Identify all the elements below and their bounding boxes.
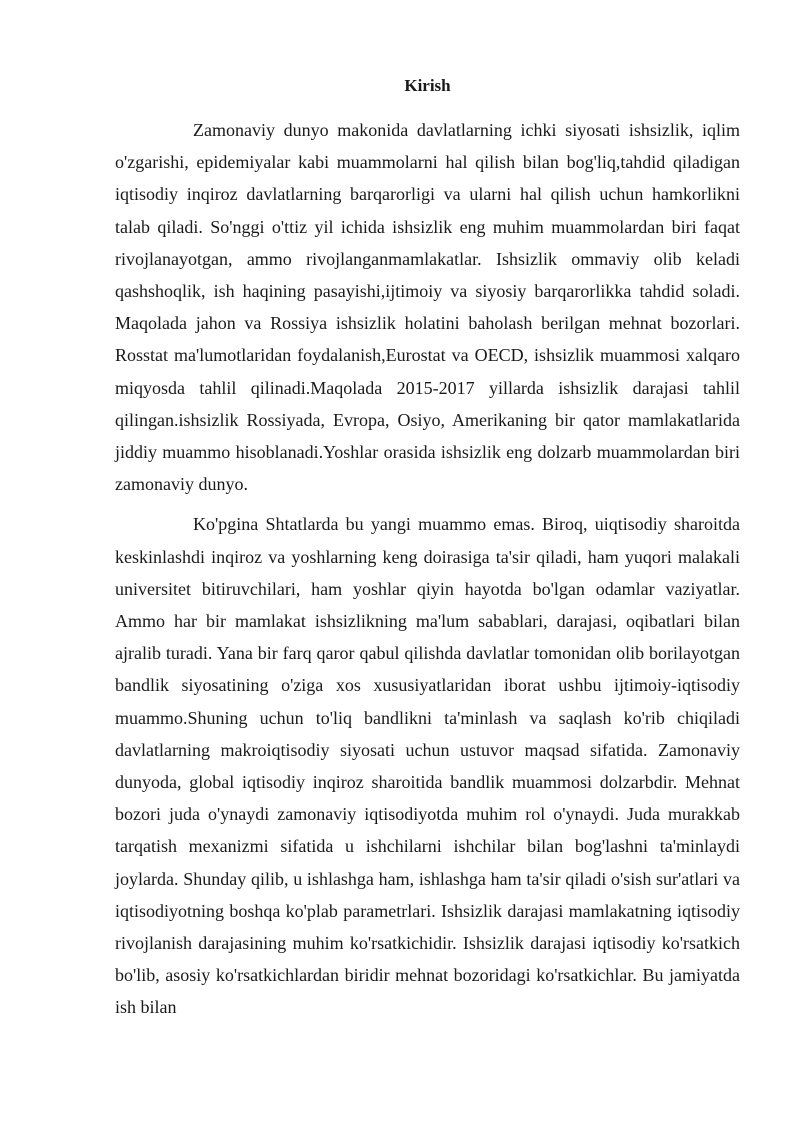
paragraph-2: Ko'pgina Shtatlarda bu yangi muammo emas. Biroq, uiqtisodiy sharoitda keskinlashdi inqiroz va yoshlarning keng doirasiga ta'sir qiladi, ham yuqori malakali universitet bitiruvchilari, ham yoshlar qiyin hayotda bo'lgan odamlar vaziyatlar. Ammo har bir mamlakat ishsizlikning ma'lum sabablari, darajasi, oqibatlari bilan ajralib turadi. Yana bir farq qaror qabul qilishda davlatlar tomonidan olib borilayotgan bandlik siyosatining o'ziga xos xususiyatlaridan iborat ushbu ijtimoiy-iqtisodiy muammo.Shuning uchun to'liq bandlikni ta'minlash va saqlash ko'rib chiqiladi davlatlarning makroiqtisodiy siyosati uchun ustuvor maqsad sifatida. Zamonaviy dunyoda, global iqtisodiy inqiroz sharoitida bandlik muammosi dolzarbdir. Mehnat bozori juda o'ynaydi zamonaviy iqtisodiyotda muhim rol o'ynaydi. Juda murakkab tarqatish mexanizmi sifatida u ishchilarni ishchilar bilan bog'lashni ta'minlaydi joylarda. Shunday qilib, u ishlashga ham, ishlashga ham ta'sir qiladi o'sish sur'atlari va iqtisodiyotning boshqa ko'plab parametrlari. Ishsizlik darajasi mamlakatning iqtisodiy rivojlanish darajasining muhim ko'rsatkichidir. Ishsizlik darajasi iqtisodiy ko'rsatkich bo'lib, asosiy ko'rsatkichlardan biridir mehnat bozoridagi ko'rsatkichlar. Bu jamiyatda ish bilan xyxy=(115,514,740,1018)
document-body xyxy=(115,72,740,1024)
paragraph-1: Zamonaviy dunyo makonida davlatlarning ichki siyosati ishsizlik, iqlim o'zgarishi, epidemiyalar kabi muammolarni hal qilish bilan bog'liq,tahdid qiladigan iqtisodiy inqiroz davlatlarning barqarorligi va ularni hal qilish uchun hamkorlikni talab qiladi. So'nggi o'ttiz yil ichida ishsizlik eng muhim muammolardan biri faqat rivojlanayotgan, ammo rivojlanganmamlakatlar. Ishsizlik ommaviy olib keladi qashshoqlik, ish haqining pasayishi,ijtimoiy va siyosiy barqarorlikka tahdid soladi. Maqolada jahon va Rossiya ishsizlik holatini baholash berilgan mehnat bozorlari. Rosstat ma'lumotlaridan foydalanish,Eurostat va OECD, ishsizlik muammosi xalqaro miqyosda tahlil qilinadi.Maqolada 2015-2017 yillarda ishsizlik darajasi tahlil qilingan.ishsizlik Rossiyada, Evropa, Osiyo, Amerikaning bir qator mamlakatlarida jiddiy muammo hisoblanadi.Yoshlar orasida ishsizlik eng dolzarb muammolardan biri zamonaviy dunyo. xyxy=(115,120,740,495)
section-title: Kirish xyxy=(404,76,451,95)
